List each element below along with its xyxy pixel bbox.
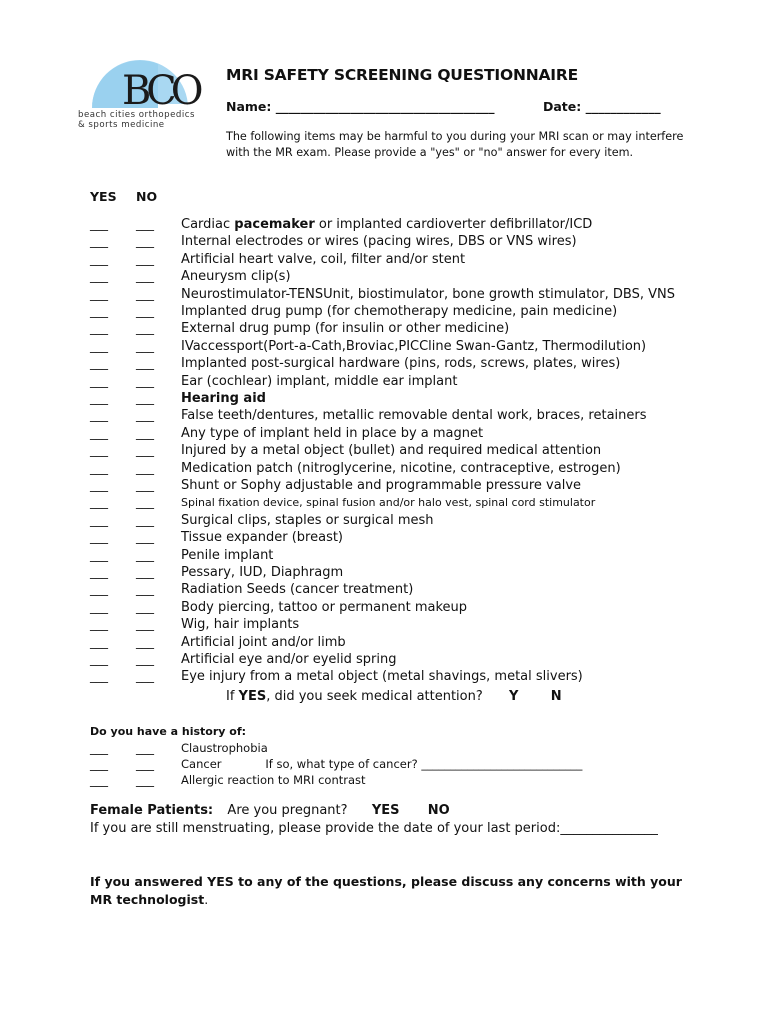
screening-item-row <box>0 652 770 669</box>
item-text-part: Aneurysm clip(s) <box>181 269 291 285</box>
yes-answer-blank[interactable]: ___ <box>90 425 108 440</box>
history-item-row <box>0 773 770 789</box>
item-text-part: External drug pump (for insulin or other medicine) <box>181 321 510 337</box>
no-answer-blank[interactable]: ___ <box>136 251 154 266</box>
yes-answer-blank[interactable]: ___ <box>90 443 108 458</box>
no-answer-blank[interactable]: ___ <box>136 425 154 440</box>
screening-item-label <box>181 461 621 476</box>
yes-column-header: YES <box>90 189 117 204</box>
screening-item-row <box>0 426 770 443</box>
no-answer-blank[interactable]: ___ <box>136 373 154 388</box>
screening-item-label <box>181 234 577 249</box>
screening-item-label <box>181 496 595 509</box>
screening-item-label <box>181 530 343 545</box>
screening-item-label <box>181 443 601 458</box>
screening-item-row <box>0 356 770 373</box>
item-text-part: Wig, hair implants <box>181 617 300 633</box>
item-text-part: Penile implant <box>181 547 274 563</box>
screening-item-label <box>181 356 620 371</box>
yes-answer-blank[interactable]: ___ <box>90 582 108 597</box>
no-answer-blank[interactable]: ___ <box>136 741 154 755</box>
followup-y-option[interactable]: Y <box>509 689 519 704</box>
screening-item-label <box>181 565 343 580</box>
screening-item-row <box>0 478 770 495</box>
screening-item-label <box>181 652 396 667</box>
item-text-part: Artificial eye and/or eyelid spring <box>181 652 397 667</box>
screening-item-row <box>0 374 770 391</box>
screening-item-label <box>181 669 583 684</box>
no-answer-blank[interactable]: ___ <box>136 582 154 597</box>
screening-item-label <box>181 374 457 389</box>
item-text-part: Artificial joint and/or limb <box>181 634 346 650</box>
screening-item-row <box>0 530 770 547</box>
screening-item-label <box>181 287 675 302</box>
yes-answer-blank[interactable]: ___ <box>90 408 108 423</box>
logo-line1: beach cities orthopedics <box>78 110 195 120</box>
item-text-part: or implanted cardioverter defibrillator/ICD <box>314 217 593 232</box>
no-answer-blank[interactable]: ___ <box>136 530 154 545</box>
no-answer-blank[interactable]: ___ <box>136 408 154 423</box>
screening-item-row <box>0 565 770 582</box>
no-answer-blank[interactable]: ___ <box>136 547 154 562</box>
yes-answer-blank[interactable]: ___ <box>90 234 108 249</box>
no-answer-blank[interactable]: ___ <box>136 773 154 787</box>
history-item-row <box>0 741 770 757</box>
yes-answer-blank[interactable]: ___ <box>90 512 108 527</box>
yes-answer-blank[interactable]: ___ <box>90 634 108 649</box>
item-text-part: Surgical clips, staples or surgical mesh <box>181 512 434 528</box>
logo-letters: BCO <box>122 68 198 114</box>
no-answer-blank[interactable]: ___ <box>136 304 154 318</box>
screening-item-label <box>181 548 273 563</box>
yes-answer-blank[interactable]: ___ <box>90 547 108 562</box>
screening-item-row <box>0 339 770 356</box>
no-answer-blank[interactable]: ___ <box>136 669 154 684</box>
item-text-part: Eye injury from a metal object (metal shavings, metal slivers) <box>181 669 583 685</box>
item-text-part: IVaccessport(Port-a-Cath,Broviac,PICCline Swan-Gantz, Thermodilution) <box>181 338 647 354</box>
item-text-part: Any type of implant held in place by a magnet <box>181 425 484 441</box>
no-answer-blank[interactable]: ___ <box>136 460 154 475</box>
female-patients-question <box>90 803 450 818</box>
screening-item-label <box>181 426 483 441</box>
screening-item-row <box>0 217 770 234</box>
screening-item-row <box>0 234 770 251</box>
no-answer-blank[interactable]: ___ <box>136 217 154 231</box>
yes-answer-blank[interactable]: ___ <box>90 495 108 510</box>
name-field[interactable]: Name: ___________________________________ <box>226 99 495 114</box>
screening-item-row <box>0 304 770 321</box>
item-text-part: Cardiac <box>181 217 235 232</box>
screening-item-row <box>0 495 770 512</box>
closing-period: . <box>204 892 209 907</box>
screening-item-row <box>0 461 770 478</box>
followup-n-option[interactable]: N <box>550 689 562 704</box>
screening-item-row <box>0 513 770 530</box>
date-field[interactable]: Date: ____________ <box>543 99 661 114</box>
female-label: Female Patients: <box>90 803 214 818</box>
yes-answer-blank[interactable]: ___ <box>90 460 108 475</box>
yes-answer-blank[interactable]: ___ <box>90 269 108 284</box>
no-answer-blank[interactable]: ___ <box>136 634 154 649</box>
history-heading: Do you have a history of: <box>90 725 247 738</box>
screening-item-label <box>181 408 647 423</box>
history-item-label: Cancer If so, what type of cancer? ____________________________ <box>181 757 583 771</box>
screening-item-label <box>181 617 299 632</box>
screening-item-row <box>0 321 770 338</box>
yes-answer-blank[interactable]: ___ <box>90 741 108 755</box>
screening-item-row <box>0 269 770 286</box>
yes-answer-blank[interactable]: ___ <box>90 773 108 787</box>
yes-answer-blank[interactable]: ___ <box>90 669 108 684</box>
no-answer-blank[interactable]: ___ <box>136 478 154 492</box>
yes-answer-blank[interactable]: ___ <box>90 356 108 371</box>
screening-item-label <box>181 478 581 493</box>
last-period-field[interactable]: If you are still menstruating, please provide the date of your last period:_______________ <box>90 821 658 836</box>
history-item-label: Claustrophobia <box>181 741 268 755</box>
no-answer-blank[interactable]: ___ <box>136 321 154 336</box>
no-answer-blank[interactable]: ___ <box>136 599 154 614</box>
pregnant-question: Are you pregnant? <box>227 803 348 818</box>
yes-answer-blank[interactable]: ___ <box>90 530 108 545</box>
item-text-bold: pacemaker <box>234 217 315 232</box>
no-answer-blank[interactable]: ___ <box>136 286 154 301</box>
yes-answer-blank[interactable]: ___ <box>90 617 108 632</box>
screening-item-label <box>181 600 467 615</box>
no-answer-blank[interactable]: ___ <box>136 757 154 771</box>
screening-item-label <box>181 217 592 232</box>
screening-item-label <box>181 582 413 597</box>
no-answer-blank[interactable]: ___ <box>136 565 154 579</box>
screening-item-row <box>0 287 770 304</box>
item-text-part: Body piercing, tattoo or permanent makeup <box>181 599 467 615</box>
yes-answer-blank[interactable]: ___ <box>90 652 108 666</box>
no-answer-blank[interactable]: ___ <box>136 443 154 458</box>
screening-item-label <box>181 252 465 267</box>
no-answer-blank[interactable]: ___ <box>136 269 154 284</box>
no-answer-blank[interactable]: ___ <box>136 356 154 371</box>
followup-pre: If <box>226 689 239 704</box>
no-answer-blank[interactable]: ___ <box>136 338 154 353</box>
yes-answer-blank[interactable]: ___ <box>90 321 108 336</box>
yes-answer-blank[interactable]: ___ <box>90 565 108 579</box>
yes-answer-blank[interactable]: ___ <box>90 478 108 492</box>
item-text-bold: Hearing aid <box>181 391 266 406</box>
screening-item-row <box>0 391 770 408</box>
no-answer-blank[interactable]: ___ <box>136 652 154 666</box>
pregnant-yes-option[interactable]: YES <box>371 803 400 818</box>
screening-item-label <box>181 321 509 336</box>
yes-answer-blank[interactable]: ___ <box>90 251 108 266</box>
item-text-part: Neurostimulator-TENSUnit, biostimulator, bone growth stimulator, DBS, VNS <box>181 286 675 302</box>
item-text-part: Internal electrodes or wires (pacing wires, DBS or VNS wires) <box>181 234 577 250</box>
screening-item-label <box>181 339 646 354</box>
yes-answer-blank[interactable]: ___ <box>90 391 108 405</box>
screening-item-row <box>0 582 770 599</box>
followup-question <box>226 689 562 704</box>
closing-text: If you answered YES to any of the questions, please discuss any concerns with your MR technologist <box>90 874 682 907</box>
item-text-part: Radiation Seeds (cancer treatment) <box>181 582 414 598</box>
item-text-part: Shunt or Sophy adjustable and programmable pressure valve <box>181 478 582 493</box>
yes-answer-blank[interactable]: ___ <box>90 304 108 318</box>
screening-item-row <box>0 669 770 686</box>
item-text-part: False teeth/dentures, metallic removable dental work, braces, retainers <box>181 408 647 424</box>
no-column-header: NO <box>136 189 158 204</box>
yes-answer-blank[interactable]: ___ <box>90 286 108 301</box>
screening-item-row <box>0 443 770 460</box>
no-answer-blank[interactable]: ___ <box>136 512 154 527</box>
screening-item-row <box>0 617 770 634</box>
screening-item-label <box>181 269 291 284</box>
yes-answer-blank[interactable]: ___ <box>90 757 108 771</box>
closing-instruction <box>90 873 700 909</box>
screening-item-label <box>181 635 346 650</box>
screening-item-label <box>181 304 617 319</box>
history-item-row <box>0 757 770 773</box>
item-text-part: Spinal fixation device, spinal fusion and/or halo vest, spinal cord stimulator <box>181 496 596 510</box>
screening-item-label <box>181 391 266 406</box>
item-text-part: Artificial heart valve, coil, filter and/or stent <box>181 251 466 267</box>
history-item-label: Allergic reaction to MRI contrast <box>181 773 366 787</box>
followup-yes: YES <box>238 689 267 704</box>
screening-item-row <box>0 600 770 617</box>
item-text-part: Injured by a metal object (bullet) and required medical attention <box>181 443 602 459</box>
yes-answer-blank[interactable]: ___ <box>90 599 108 614</box>
screening-item-row <box>0 635 770 652</box>
no-answer-blank[interactable]: ___ <box>136 234 154 249</box>
pregnant-no-option[interactable]: NO <box>427 803 450 818</box>
no-answer-blank[interactable]: ___ <box>136 617 154 632</box>
logo-caption <box>78 110 195 130</box>
page-title: MRI SAFETY SCREENING QUESTIONNAIRE <box>226 66 578 84</box>
followup-post: , did you seek medical attention? <box>266 689 483 704</box>
screening-item-row <box>0 548 770 565</box>
item-text-part: Implanted drug pump (for chemotherapy medicine, pain medicine) <box>181 304 618 319</box>
yes-answer-blank[interactable]: ___ <box>90 338 108 353</box>
screening-item-row <box>0 252 770 269</box>
yes-answer-blank[interactable]: ___ <box>90 217 108 231</box>
screening-item-label <box>181 513 434 528</box>
logo-line2: & sports medicine <box>78 120 165 130</box>
item-text-part: Ear (cochlear) implant, middle ear implant <box>181 373 458 389</box>
no-answer-blank[interactable]: ___ <box>136 495 154 510</box>
yes-answer-blank[interactable]: ___ <box>90 373 108 388</box>
item-text-part: Tissue expander (breast) <box>181 530 344 546</box>
no-answer-blank[interactable]: ___ <box>136 391 154 405</box>
item-text-part: Implanted post-surgical hardware (pins, rods, screws, plates, wires) <box>181 356 621 372</box>
screening-item-row <box>0 408 770 425</box>
intro-text: The following items may be harmful to you during your MRI scan or may interfere with the MR exam. Please provide a "yes" or "no" answer for every item. <box>226 130 684 159</box>
item-text-part: Medication patch (nitroglycerine, nicotine, contraceptive, estrogen) <box>181 460 621 476</box>
item-text-part: Pessary, IUD, Diaphragm <box>181 565 344 580</box>
